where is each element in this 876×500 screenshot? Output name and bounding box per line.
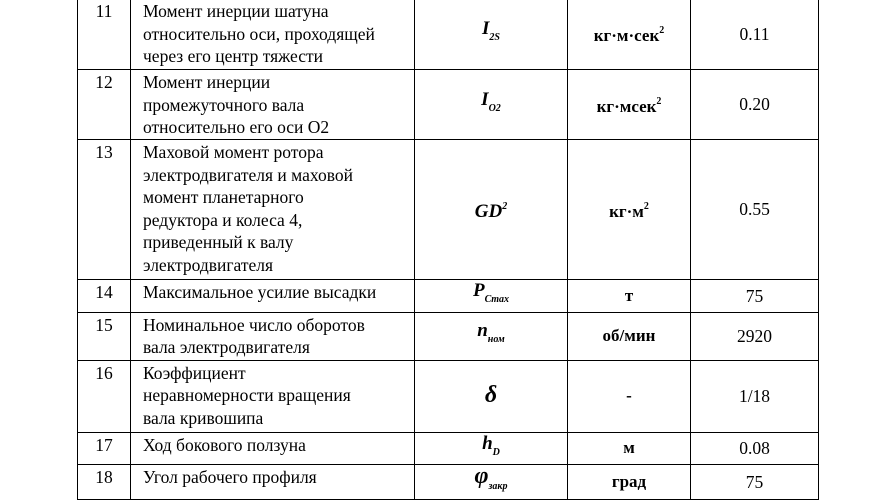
parameter-symbol <box>415 360 568 432</box>
symbol-main: φ <box>474 463 489 489</box>
symbol-subscript: 2S <box>489 32 500 44</box>
unit-main: кг·м <box>609 201 644 221</box>
symbol-main: h <box>482 432 493 454</box>
description-line: относительно оси, проходящей <box>143 23 375 44</box>
symbol-subscript: D <box>492 446 500 458</box>
parameter-symbol <box>415 312 568 360</box>
description-line: Номинальное число оборотов <box>143 314 365 335</box>
parameter-value: 75 <box>691 465 819 500</box>
description-line: вала кривошипа <box>143 407 264 428</box>
description-line: электродвигателя <box>143 254 274 275</box>
table-row <box>78 360 819 432</box>
parameter-description <box>131 465 415 500</box>
description-line: Максимальное усилие высадки <box>143 282 377 302</box>
parameter-value: 0.20 <box>691 70 819 140</box>
parameter-description <box>131 432 415 465</box>
parameter-value: 0.08 <box>691 432 819 465</box>
parameter-value: 1/18 <box>691 360 819 432</box>
parameter-description <box>131 312 415 360</box>
symbol-main: GD <box>474 200 503 222</box>
parameter-unit: об/мин <box>568 312 691 360</box>
parameter-unit: т <box>568 280 691 313</box>
description-line: неравномерности вращения <box>143 385 351 405</box>
table-row <box>78 312 819 360</box>
parameter-unit: м <box>568 432 691 465</box>
unit-superscript: 2 <box>643 200 649 212</box>
table-row <box>78 280 819 313</box>
parameter-symbol <box>415 0 568 70</box>
parameter-unit <box>568 140 691 280</box>
symbol-subscript: Cmax <box>484 294 510 305</box>
table-row <box>78 465 819 500</box>
row-number: 17 <box>78 432 131 465</box>
description-line: Момент инерции <box>143 72 271 92</box>
table-row <box>78 432 819 465</box>
unit-main: кг·м·сек <box>593 26 660 46</box>
row-number: 18 <box>78 465 131 500</box>
parameter-unit: град <box>568 465 691 500</box>
description-line: промежуточного вала <box>143 94 305 115</box>
parameter-description <box>131 280 415 313</box>
symbol-main: I <box>481 88 489 110</box>
parameter-unit: - <box>568 360 691 432</box>
row-number: 13 <box>78 140 131 280</box>
symbol-subscript: O2 <box>488 102 501 114</box>
description-line: Угол рабочего профиля <box>143 467 317 487</box>
symbol-main: P <box>472 280 485 301</box>
unit-main: кг·мсек <box>596 96 657 116</box>
parameter-symbol <box>415 432 568 465</box>
symbol-main: δ <box>484 381 498 408</box>
table-row <box>78 140 819 280</box>
row-number: 15 <box>78 312 131 360</box>
parameter-symbol <box>415 70 568 140</box>
parameter-value: 75 <box>691 280 819 313</box>
row-number: 14 <box>78 280 131 313</box>
symbol-main: I <box>482 18 490 40</box>
row-number: 11 <box>78 0 131 70</box>
unit-superscript: 2 <box>659 25 665 37</box>
parameter-description <box>131 70 415 140</box>
description-line: Ход бокового ползуна <box>143 434 306 455</box>
row-number: 12 <box>78 70 131 140</box>
description-line: электродвигателя и маховой <box>143 164 353 185</box>
parameters-table <box>77 0 819 500</box>
row-number: 16 <box>78 360 131 432</box>
parameter-symbol <box>415 465 568 500</box>
symbol-superscript: 2 <box>502 200 508 212</box>
parameter-symbol <box>415 280 568 313</box>
description-line: приведенный к валу <box>143 232 294 252</box>
unit-superscript: 2 <box>656 95 662 107</box>
parameter-unit <box>568 70 691 140</box>
parameter-description <box>131 360 415 432</box>
parameter-description <box>131 0 415 70</box>
parameter-value: 0.11 <box>691 0 819 70</box>
description-line: Момент инерции шатуна <box>143 1 329 21</box>
description-line: редуктора и колеса 4, <box>143 209 303 230</box>
symbol-subscript: ном <box>487 334 505 346</box>
symbol-subscript: закр <box>488 481 508 492</box>
symbol-main: n <box>477 320 488 342</box>
description-line: Маховой момент ротора <box>143 142 324 162</box>
description-line: через его центр тяжести <box>143 46 324 66</box>
description-line: Коэффициент <box>143 362 246 383</box>
parameter-description <box>131 140 415 280</box>
table-row <box>78 70 819 140</box>
description-line: относительно его оси О2 <box>143 117 330 137</box>
parameter-value: 2920 <box>691 312 819 360</box>
table-row <box>78 0 819 70</box>
parameter-unit <box>568 0 691 70</box>
description-line: вала электродвигателя <box>143 337 310 357</box>
description-line: момент планетарного <box>143 187 304 207</box>
parameter-value: 0.55 <box>691 140 819 280</box>
parameter-symbol <box>415 140 568 280</box>
